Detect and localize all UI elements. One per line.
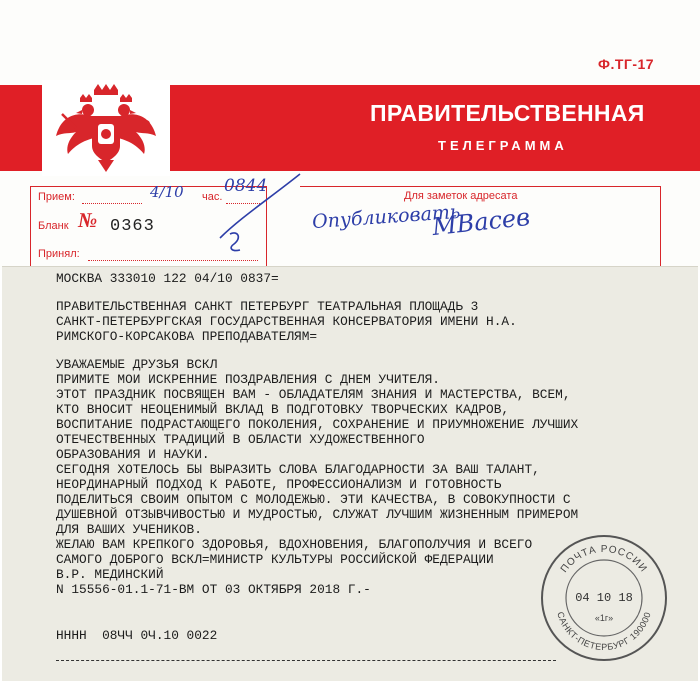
time-handwritten: 0844 xyxy=(224,176,268,196)
stamp-bottom-text: САНКТ-ПЕТЕРБУРГ 190000 xyxy=(555,610,653,653)
blank-label: Бланк xyxy=(38,220,69,232)
notes-handwritten: Опубликовать xyxy=(311,200,461,234)
stamp-date: 04 10 18 xyxy=(575,591,633,605)
body-line: КТО ВНОСИТ НЕОЦЕНИМЫЙ ВКЛАД В ПОДГОТОВКУ ТВОРЧЕСКИХ КАДРОВ, xyxy=(56,402,510,417)
address-line: РИМСКОГО-КОРСАКОВА ПРЕПОДАВАТЕЛЯМ= xyxy=(56,329,318,344)
address-line: ПРАВИТЕЛЬСТВЕННАЯ САНКТ ПЕТЕРБУРГ ТЕАТРАЛЬНАЯ ПЛОЩАДЬ 3 xyxy=(56,299,479,314)
accepted-label: Принял: xyxy=(38,248,80,260)
body-line: ПРИМИТЕ МОИ ИСКРЕННИЕ ПОЗДРАВЛЕНИЯ С ДНЕМ УЧИТЕЛЯ. xyxy=(56,372,440,387)
bottom-rule xyxy=(56,660,556,661)
body-line: ВОСПИТАНИЕ ПОДРАСТАЮЩЕГО ПОКОЛЕНИЯ, СОХРАНЕНИЕ И ПРИУМНОЖЕНИЕ ЛУЧШИХ xyxy=(56,417,579,432)
body-line: В.Р. МЕДИНСКИЙ xyxy=(56,567,164,582)
body-line: ПОДЕЛИТЬСЯ СВОИМ ОПЫТОМ С МОЛОДЕЖЬЮ. ЭТИ КАЧЕСТВА, В СОВОКУПНОСТИ С xyxy=(56,492,571,507)
received-line xyxy=(82,203,142,204)
svg-text:ПОЧТА РОССИИ xyxy=(559,544,649,575)
body-line: САМОГО ДОБРОГО ВСКЛ=МИНИСТР КУЛЬТУРЫ РОССИЙСКОЙ ФЕДЕРАЦИИ xyxy=(56,552,494,567)
body-line: СЕГОДНЯ ХОТЕЛОСЬ БЫ ВЫРАЗИТЬ СЛОВА БЛАГОДАРНОСТИ ЗА ВАШ ТАЛАНТ, xyxy=(56,462,540,477)
telegram-form-header xyxy=(0,0,700,270)
body-line: ОТЕЧЕСТВЕННЫХ ТРАДИЦИЙ В ОБЛАСТИ ХУДОЖЕСТВЕННОГО xyxy=(56,432,425,447)
postal-stamp-icon xyxy=(534,528,674,668)
body-line: ДЛЯ ВАШИХ УЧЕНИКОВ. xyxy=(56,522,202,537)
body-line: ЖЕЛАЮ ВАМ КРЕПКОГО ЗДОРОВЬЯ, ВДОХНОВЕНИЯ, БЛАГОПОЛУЧИЯ И ВСЕГО xyxy=(56,537,533,552)
telegram-header-line: МОСКВА 333010 122 04/10 0837= xyxy=(56,271,279,286)
postal-stamp xyxy=(534,528,674,668)
body-line: N 15556-01.1-71-ВМ ОТ 03 ОКТЯБРЯ 2018 Г.- xyxy=(56,582,371,597)
handwritten-scribble-icon xyxy=(190,168,310,268)
received-handwritten: 4/10 xyxy=(150,183,184,201)
address-line: САНКТ-ПЕТЕРБУРГСКАЯ ГОСУДАРСТВЕННАЯ КОНСЕРВАТОРИЯ ИМЕНИ Н.А. xyxy=(56,314,517,329)
body-line: УВАЖАЕМЫЕ ДРУЗЬЯ ВСКЛ xyxy=(56,357,218,372)
telegram-subtitle: ТЕЛЕГРАММА xyxy=(438,138,568,153)
body-line: ДУШЕВНОЙ ОТЗЫВЧИВОСТЬЮ И МУДРОСТЬЮ, СЛУЖАТ ЛУЧШИМ ЖИЗНЕННЫМ ПРИМЕРОМ xyxy=(56,507,579,522)
emblem-container xyxy=(42,80,170,176)
signature: МВасев xyxy=(430,202,532,242)
body-line: ЭТОТ ПРАЗДНИК ПОСВЯЩЕН ВАМ - ОБЛАДАТЕЛЯМ ЗНАНИЯ И МАСТЕРСТВА, ВСЕМ, xyxy=(56,387,571,402)
form-code: Ф.ТГ-17 xyxy=(598,56,655,72)
notes-label: Для заметок адресата xyxy=(404,190,518,202)
notes-border xyxy=(300,186,660,187)
telegram-title: ПРАВИТЕЛЬСТВЕННАЯ xyxy=(370,100,645,126)
notes-border-right xyxy=(660,186,661,270)
blank-number-symbol: № xyxy=(78,208,98,232)
double-headed-eagle-emblem-icon xyxy=(42,80,170,176)
blank-number: 0363 xyxy=(110,217,155,236)
telegram-footer-line: НННН 08ЧЧ 0Ч.10 0022 xyxy=(56,628,218,643)
stamp-index-mark: «1г» xyxy=(594,613,614,623)
body-line: НЕОРДИНАРНЫЙ ПОДХОД К РАБОТЕ, ПРОФЕССИОНАЛИЗМ И ГОТОВНОСТЬ xyxy=(56,477,502,492)
stamp-top-text: ПОЧТА РОССИИ xyxy=(558,543,650,575)
received-label: Прием: xyxy=(38,191,75,203)
body-line: ОБРАЗОВАНИЯ И НАУКИ. xyxy=(56,447,210,462)
time-label: час. xyxy=(202,191,223,203)
